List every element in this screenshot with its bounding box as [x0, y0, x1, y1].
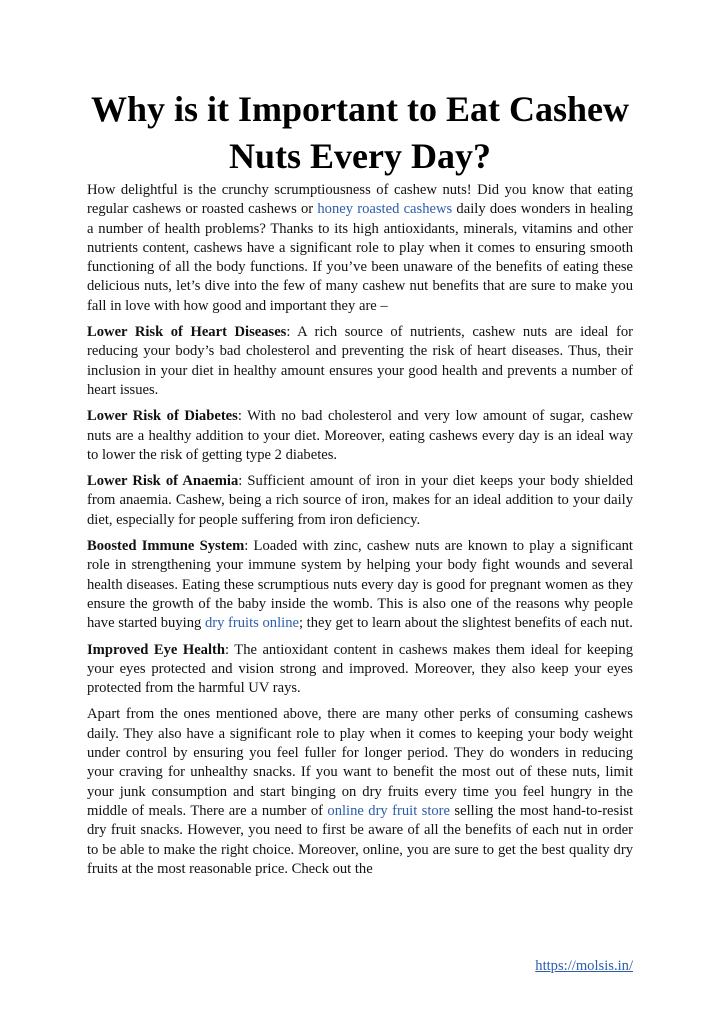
section-heading: Lower Risk of Anaemia [87, 473, 239, 490]
section-diabetes [87, 407, 633, 465]
footer-website-link[interactable]: https://molsis.in/ [535, 958, 633, 974]
section-heading: Boosted Immune System [87, 538, 245, 555]
section-text: : With no bad cholesterol and very low amount of sugar, cashew nuts are a healthy addition to your diet. Moreover, eating cashews every day is an ideal way to lower the risk of getting type 2 diabetes. [87, 408, 633, 463]
page-title: Why is it Important to Eat Cashew Nuts Every Day? [90, 89, 629, 176]
section-text: : A rich source of nutrients, cashew nuts are ideal for reducing your body’s bad cholesterol and preventing the risk of heart diseases. Thus, their inclusion in your diet in healthy amount ensures your good health and prevents a number of heart issues. [87, 324, 634, 398]
article-body [87, 181, 633, 886]
section-heading: Lower Risk of Diabetes [87, 408, 238, 425]
section-heading: Improved Eye Health [87, 641, 225, 658]
intro-text-2: daily does wonders in healing a number of health problems? Thanks to its high antioxidants, minerals, vitamins and other nutrients content, cashews have a significant role to play when it comes to ensuring smooth functioning of all the body functions. If you’ve been unaware of the benefits of eating these delicious nuts, let’s dive into the few of many cashew nut benefits that are sure to make you fall in love with how good and important they are – [87, 201, 633, 314]
intro-text-1: How delightful is the crunchy scrumptiousness of cashew nuts! Did you know that eating regular cashews or roasted cashews or [87, 182, 633, 218]
closing-paragraph [87, 705, 633, 879]
section-text: : The antioxidant content in cashews makes them ideal for keeping your eyes protected and vision strong and improved. Moreover, they also keep your eyes protected from the harmful UV rays. [87, 641, 633, 697]
section-heading: Lower Risk of Heart Diseases [87, 324, 287, 341]
section-eye-health [87, 641, 633, 699]
intro-paragraph [87, 181, 633, 316]
section-text: : Sufficient amount of iron in your diet keeps your body shielded from anaemia. Cashew, being a rich source of iron, makes for an ideal addition to your daily diet, especially for people suffering from iron deficiency. [87, 473, 633, 528]
section-anaemia [87, 472, 633, 530]
section-heart-diseases [87, 323, 633, 400]
closing-text-1: Apart from the ones mentioned above, there are many other perks of consuming cashews daily. They also have a significant role to play when it comes to keeping your body weight under control by ensuring you feel fuller for longer period. They do wonders in reducing your craving for unhealthy snacks. If you want to benefit the most out of these nuts, limit your junk consumption and start binging on dry fruits every time you feel hungry in the middle of meals. There are a number of [87, 706, 633, 819]
closing-text-2: selling the most hand-to-resist dry fruit snacks. However, you need to first be aware of all the benefits of each nut in order to be able to make the right choice. Moreover, online, you are sure to get the best quality dry fruits at the most reasonable price. Check out the [87, 802, 634, 877]
section-text: : Loaded with zinc, cashew nuts are known to play a significant role in strengthening your immune system by helping your body fight wounds and several health diseases. Eating these scrumptious nuts every day is good for pregnant women as they ensure the growth of the baby inside the womb. This is also one of the reasons why people have started buying [87, 538, 633, 632]
dry-fruits-online-link[interactable]: dry fruits online [204, 615, 299, 632]
online-dry-fruit-store-link[interactable]: online dry fruit store [327, 802, 451, 819]
honey-roasted-cashews-link[interactable]: honey roasted cashews [317, 201, 453, 218]
section-text-after-link: ; they get to learn about the slightest benefits of each nut. [298, 615, 633, 632]
section-immune-system [87, 537, 633, 633]
